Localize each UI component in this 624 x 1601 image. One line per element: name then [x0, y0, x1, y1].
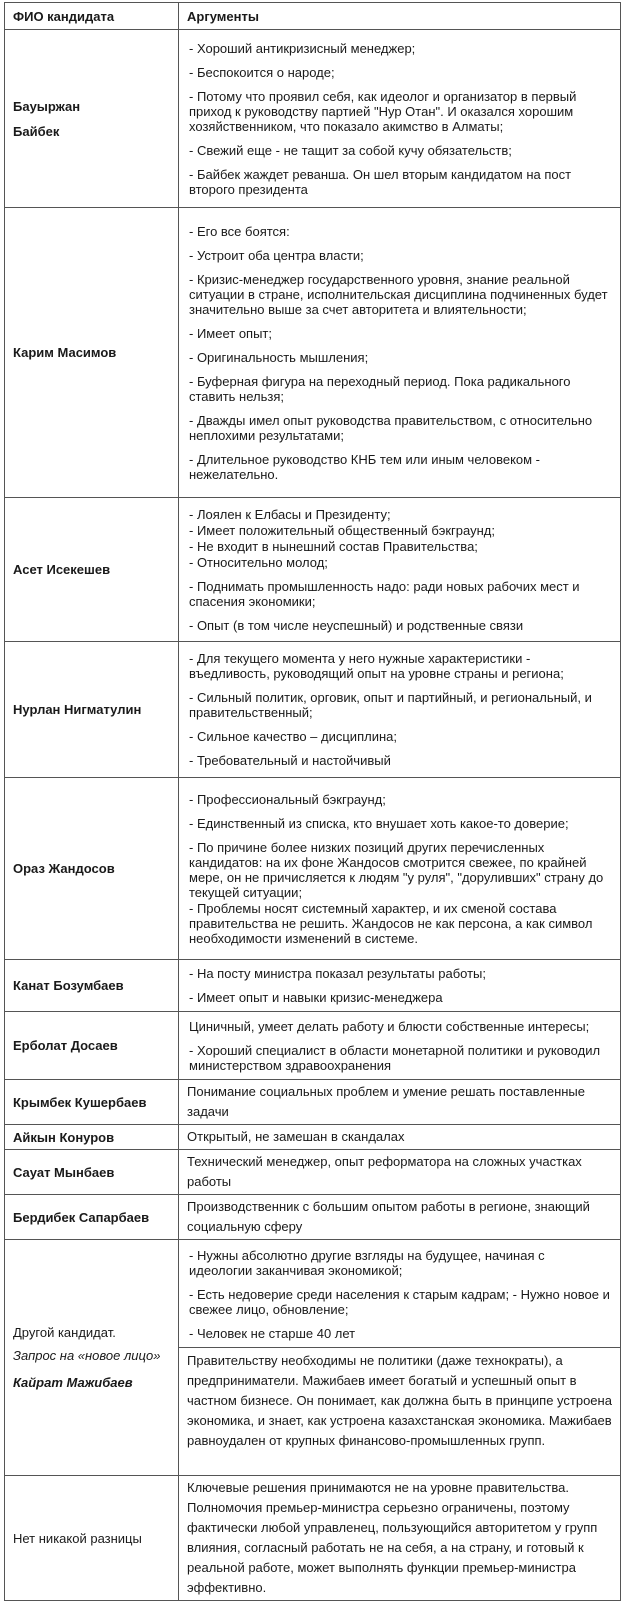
candidate-name: Сауат Мынбаев [5, 1150, 179, 1195]
argument-item: - Потому что проявил себя, как идеолог и организатор в первый приход к руководству партией "Нур Отан". И оказался хорошим хозяйственником, что показало акимство в Алматы; [189, 88, 577, 134]
argument-item: - Хороший антикризисный менеджер; [189, 40, 416, 56]
argument-item: - Его все боятся: [189, 223, 290, 239]
table-row [5, 30, 621, 208]
argument-item: - Имеет положительный общественный бэкграунд; [189, 522, 495, 538]
candidate-person-name: Кайрат Мажибаев [13, 1375, 133, 1390]
candidate-first-name: Бауыржан [13, 98, 81, 114]
candidate-name: Карим Масимов [5, 208, 179, 498]
argument-item: - Имеет опыт и навыки кризис-менеджера [189, 990, 443, 1005]
candidate-arguments [179, 208, 621, 498]
candidate-arguments [179, 498, 621, 642]
argument-item: - Сильный политик, орговик, опыт и партийный, и региональный, и правительственный; [189, 690, 592, 720]
candidate-name: Ерболат Досаев [5, 1012, 179, 1080]
table-header-row [5, 3, 621, 30]
column-header-name: ФИО кандидата [5, 3, 179, 30]
candidate-name: Нет никакой разницы [5, 1476, 179, 1601]
argument-item: - Для текущего момента у него нужные характеристики - въедливость, руководящий опыт на уровне страны и региона; [189, 651, 564, 681]
candidate-arguments [179, 30, 621, 208]
new-face-request: Запрос на «новое лицо» [13, 1348, 161, 1363]
argument-item: - Лоялен к Елбасы и Президенту; [189, 506, 391, 522]
argument-item: - Есть недоверие среди населения к старым кадрам; - Нужно новое и свежее лицо, обновление; [189, 1287, 610, 1317]
candidate-name: Нурлан Нигматулин [5, 642, 179, 778]
argument-item: - Опыт (в том числе неуспешный) и родственные связи [189, 617, 524, 633]
candidate-arguments: Понимание социальных проблем и умение решать поставленные задачи [179, 1080, 621, 1125]
candidate-name: Асет Исекешев [5, 498, 179, 642]
candidate-name: Бердибек Сапарбаев [5, 1195, 179, 1240]
candidate-last-name: Байбек [13, 123, 60, 139]
argument-item: - Кризис-менеджер государственного уровня, знание реальной ситуации в стране, исполнительская дисциплина подчиненных будет значительно выше за счет авторитета и влиятельности; [189, 271, 608, 317]
table-row [5, 208, 621, 498]
table-row [5, 1476, 621, 1601]
argument-item: - Относительно молод; [189, 554, 328, 570]
argument-item: - Требовательный и настойчивый [189, 753, 391, 768]
table-row [5, 1012, 621, 1080]
table-row [5, 1240, 621, 1476]
argument-item: - Человек не старше 40 лет [189, 1326, 356, 1341]
argument-item: - По причине более низких позиций других перечисленных кандидатов: на их фоне Жандосов смотрится свежее, по крайней мере, он не причисляется к людям "у руля", "доруливших" страну до текущей ситуации; [189, 839, 604, 900]
argument-item: - Нужны абсолютно другие взгляды на будущее, начиная с идеологии заканчивая экономикой; [189, 1248, 545, 1278]
argument-item: - Сильное качество – дисциплина; [189, 729, 397, 744]
candidate-name: Канат Бозумбаев [5, 960, 179, 1012]
argument-item: Циничный, умеет делать работу и блюсти собственные интересы; [189, 1018, 590, 1034]
column-header-arguments: Аргументы [179, 3, 621, 30]
candidate-name [5, 1240, 179, 1476]
argument-item: - Поднимать промышленность надо: ради новых рабочих мест и спасения экономики; [189, 578, 580, 609]
argument-item: - Беспокоится о народе; [189, 64, 335, 80]
argument-item: - Хороший специалист в области монетарной политики и руководил министерством здравоохранения [189, 1042, 601, 1073]
argument-item: - Буферная фигура на переходный период. Пока радикального ставить нельзя; [189, 373, 571, 404]
candidate-arguments [179, 642, 621, 778]
argument-item: - Байбек жаждет реванша. Он шел вторым кандидатом на пост второго президента [189, 166, 572, 197]
table-row [5, 498, 621, 642]
candidate-arguments [179, 1012, 621, 1080]
candidates-table [4, 2, 621, 1601]
candidate-arguments [179, 1240, 621, 1476]
table-row [5, 1150, 621, 1195]
candidate-arguments: Открытый, не замешан в скандалах [179, 1125, 621, 1150]
candidate-name: Айкын Конуров [5, 1125, 179, 1150]
argument-item: - Проблемы носят системный характер, и их сменой состава правительства не решить. Жандосов не как персона, а как символ необходимости изменений в системе. [189, 900, 593, 946]
argument-item: - Свежий еще - не тащит за собой кучу обязательств; [189, 142, 512, 158]
candidate-arguments: Ключевые решения принимаются не на уровне правительства. Полномочия премьер-министра серьезно ограничены, поэтому фактически любой управленец, пользующийся авторитетом у групп влияния, согласный работать не на себя, а на страну, и готовый к реальной работе, может выполнять функции премьер-министра эффективно. [179, 1476, 621, 1601]
candidate-arguments: Технический менеджер, опыт реформатора на сложных участках работы [179, 1150, 621, 1195]
table-row [5, 1080, 621, 1125]
table-row [5, 778, 621, 960]
argument-item: - На посту министра показал результаты работы; [189, 966, 487, 981]
argument-item: - Единственный из списка, кто внушает хоть какое-то доверие; [189, 815, 569, 831]
mazhibaev-arguments: Правительству необходимы не политики (даже технократы), а предприниматели. Мажибаев имеет богатый и успешный опыт в частном бизнесе. Он понимает, как должна быть в принципе устроена экономика, и знает, как устроена казахстанская экономика. Мажибаев равноудален от крупных финансово-промышленных групп. [179, 1347, 620, 1454]
table-row [5, 1125, 621, 1150]
argument-item: - Дважды имел опыт руководства правительством, с относительно неплохими результатами; [189, 412, 593, 443]
table-row [5, 642, 621, 778]
other-candidate-label: Другой кандидат. [13, 1325, 116, 1340]
candidate-name: Крымбек Кушербаев [5, 1080, 179, 1125]
table-row [5, 1195, 621, 1240]
argument-item: - Длительное руководство КНБ тем или иным человеком - нежелательно. [189, 451, 541, 482]
candidate-arguments: Производственник с большим опытом работы в регионе, знающий социальную сферу [179, 1195, 621, 1240]
candidate-arguments [179, 960, 621, 1012]
candidate-name [5, 30, 179, 208]
argument-item: - Не входит в нынешний состав Правительства; [189, 538, 478, 554]
argument-item: - Оригинальность мышления; [189, 349, 369, 365]
argument-item: - Устроит оба центра власти; [189, 247, 364, 263]
argument-item: - Имеет опыт; [189, 325, 272, 341]
argument-item: - Профессиональный бэкграунд; [189, 791, 386, 807]
table-row [5, 960, 621, 1012]
candidate-arguments [179, 778, 621, 960]
candidate-name: Ораз Жандосов [5, 778, 179, 960]
